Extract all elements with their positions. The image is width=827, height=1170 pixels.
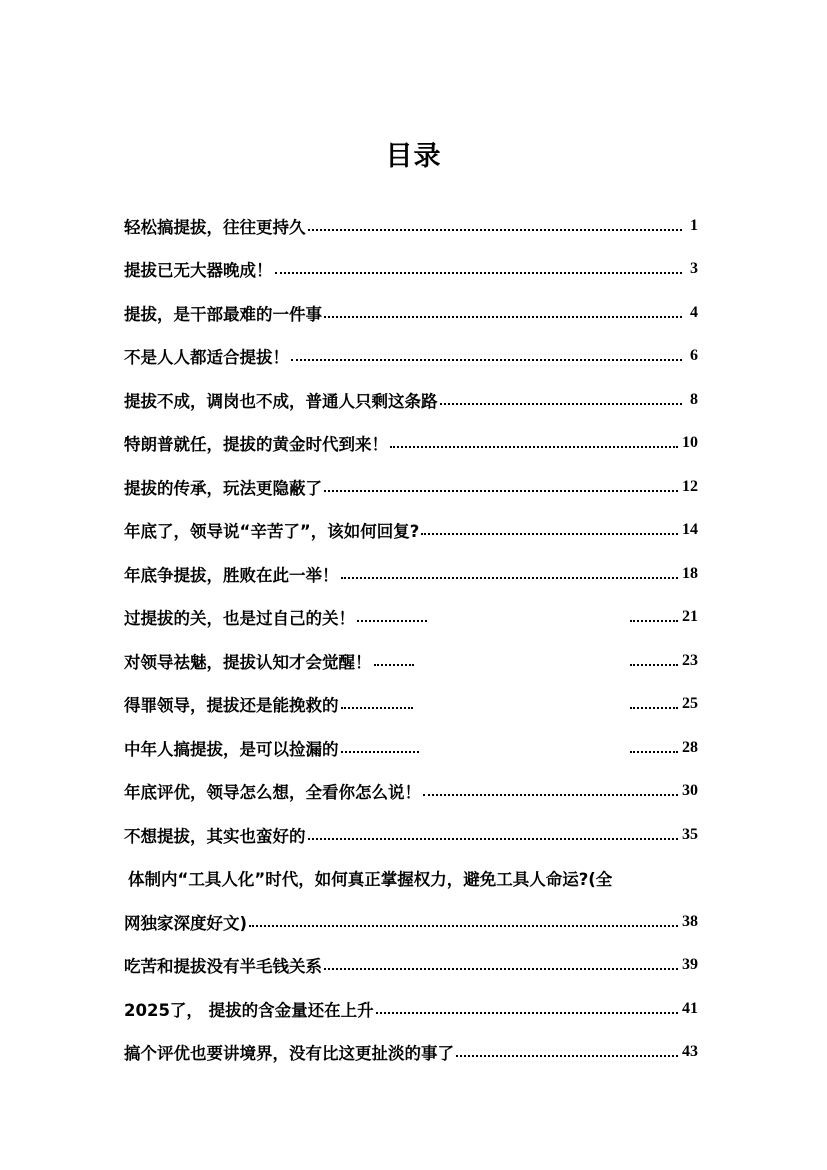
dot-leader [341, 751, 419, 753]
dot-leader [630, 707, 678, 709]
toc-entry-title: 得罪领导，提拔还是能挽救的 [124, 696, 339, 716]
dot-leader [630, 664, 678, 666]
dot-leader [456, 1055, 678, 1057]
toc-entry-title: 提拔，是干部最难的一件事 [124, 304, 322, 324]
toc-entry[interactable] [124, 857, 698, 901]
toc-entry[interactable] [124, 944, 698, 988]
toc-entry[interactable] [124, 552, 698, 596]
toc-entry-page: 6 [690, 347, 698, 365]
dot-leader [630, 620, 678, 622]
toc-entry[interactable] [124, 1031, 698, 1075]
toc-entry-page: 14 [682, 521, 698, 539]
toc-entry-title: 中年人搞提拔，是可以捡漏的 [124, 739, 339, 759]
toc-entry-title: 提拔的传承，玩法更隐蔽了 [124, 478, 322, 498]
toc-entry-page: 1 [690, 216, 698, 234]
toc-entry[interactable] [124, 596, 698, 640]
toc-entry[interactable] [124, 683, 698, 727]
dot-leader [324, 490, 678, 492]
toc-entry[interactable] [124, 378, 698, 422]
toc-entry-title: 吃苦和提拔没有半毛钱关系 [124, 957, 322, 977]
toc-entry[interactable] [124, 813, 698, 857]
toc-entry[interactable] [124, 987, 698, 1031]
toc-entry-page: 3 [690, 260, 698, 278]
toc-entry-title: 网独家深度好文) [124, 913, 248, 933]
toc-entry-page: 8 [690, 390, 698, 408]
toc-entry-title: 年底争提拔，胜败在此一举！ [124, 565, 339, 585]
toc-entry[interactable] [124, 770, 698, 814]
toc-entry[interactable] [124, 204, 698, 248]
toc-entry-title: 不是人人都适合提拔！ [124, 348, 289, 368]
toc-entry-title: 年底评优，领导怎么想，全看你怎么说！ [124, 783, 421, 803]
toc-entry-title: 不想提拔，其实也蛮好的 [124, 826, 306, 846]
toc-entry-page: 10 [682, 434, 698, 452]
toc-entry-continuation[interactable] [124, 900, 698, 944]
toc-entry-title: 体制内“工具人化”时代，如何真正掌握权力，避免工具人命运?(全 [128, 870, 613, 890]
toc-entry[interactable] [124, 291, 698, 335]
toc-entry[interactable] [124, 422, 698, 466]
toc-entry-page: 41 [682, 999, 698, 1017]
toc-entry[interactable] [124, 248, 698, 292]
toc-entry-page: 12 [682, 477, 698, 495]
toc-entry[interactable] [124, 726, 698, 770]
toc-entry-page: 30 [682, 782, 698, 800]
toc-entry[interactable] [124, 465, 698, 509]
toc-entry-page: 25 [682, 695, 698, 713]
toc-entry-title: 特朗普就任，提拔的黄金时代到来！ [124, 435, 388, 455]
dot-leader [357, 620, 427, 622]
toc-entry-title: 提拔已无大器晚成！ [124, 261, 273, 281]
toc-entry-title: 2025了， 提拔的含金量还在上升 [124, 1000, 374, 1020]
toc-entry-title: 年底了，领导说“辛苦了”，该如何回复? [124, 522, 420, 542]
toc-entry-page: 35 [682, 825, 698, 843]
dot-leader [423, 794, 678, 796]
dot-leader [249, 925, 678, 927]
toc-entry[interactable] [124, 335, 698, 379]
toc-entry-page: 39 [682, 956, 698, 974]
toc-entry-title: 搞个评优也要讲境界，没有比这更扯淡的事了 [124, 1044, 454, 1064]
dot-leader [324, 968, 678, 970]
toc-entry-title: 轻松搞提拔，往往更持久 [124, 217, 306, 237]
toc-entry-page: 28 [682, 738, 698, 756]
dot-leader [308, 229, 683, 231]
toc-entry[interactable] [124, 639, 698, 683]
toc-entry-title: 对领导祛魅，提拔认知才会觉醒！ [124, 652, 372, 672]
toc-entry-page: 23 [682, 651, 698, 669]
toc-entry-page: 4 [690, 303, 698, 321]
dot-leader [630, 751, 678, 753]
toc-list [124, 204, 698, 1074]
toc-entry-page: 21 [682, 608, 698, 626]
dot-leader [291, 359, 682, 361]
toc-entry-title: 过提拔的关，也是过自己的关！ [124, 609, 355, 629]
dot-leader [376, 1012, 678, 1014]
toc-entry-title: 提拔不成，调岗也不成，普通人只剩这条路 [124, 391, 438, 411]
toc-entry-page: 38 [682, 912, 698, 930]
dot-leader [390, 446, 678, 448]
dot-leader [440, 403, 683, 405]
toc-entry-page: 43 [682, 1043, 698, 1061]
dot-leader [341, 577, 679, 579]
dot-leader [324, 316, 682, 318]
toc-title: 目录 [385, 141, 442, 172]
dot-leader [421, 533, 678, 535]
dot-leader [275, 272, 683, 274]
dot-leader [341, 707, 413, 709]
dot-leader [374, 664, 414, 666]
dot-leader [308, 838, 679, 840]
toc-entry[interactable] [124, 509, 698, 553]
toc-entry-page: 18 [682, 564, 698, 582]
